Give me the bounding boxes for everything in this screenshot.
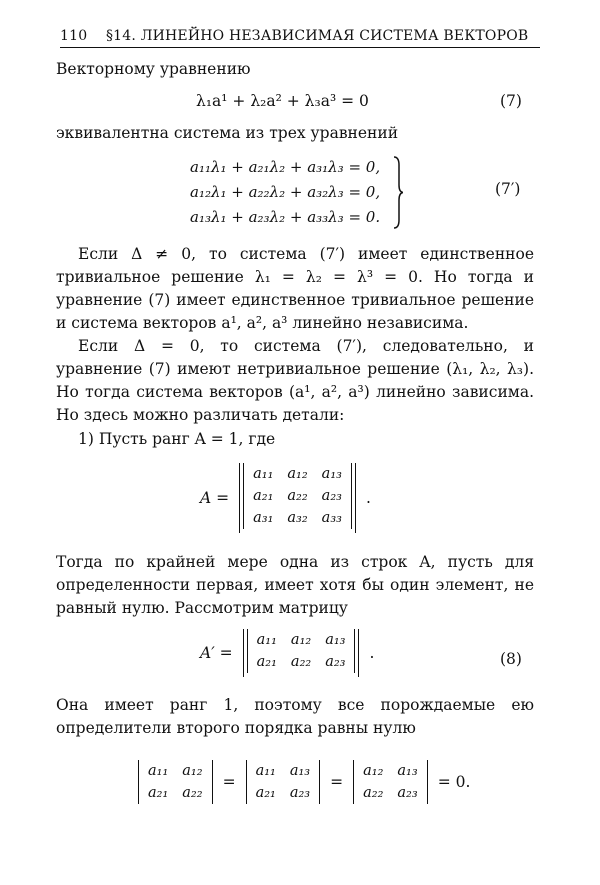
determinant-3 xyxy=(353,760,428,804)
matrix-cell: a₂₃ xyxy=(325,654,346,670)
matrix-row xyxy=(249,782,318,804)
matrix-cell: a₂₂ xyxy=(290,654,312,670)
matrix-row xyxy=(141,782,210,804)
matrix-cell: a₂₁ xyxy=(255,785,276,801)
matrix-row xyxy=(249,760,318,782)
matrix-A-outer-bars xyxy=(239,463,356,533)
matrix-row xyxy=(141,760,210,782)
matrix-row xyxy=(246,507,349,529)
matrix-cell: a₁₁ xyxy=(253,466,274,482)
paragraph-3: Если Δ ≠ 0, то система (7′) имеет единственное тривиальное решение λ₁ = λ₂ = λ³ = 0. Но тогда и уравнение (7) имеет единственное тривиальное решение и система векторов a¹, a², a³ линейно независима. xyxy=(56,245,534,332)
determinant-table xyxy=(141,760,210,804)
system-row: a₁₂λ₁ + a₂₂λ₂ + a₃₂λ₃ = 0, xyxy=(190,183,381,201)
determinant-table xyxy=(356,760,425,804)
matrix-A-prime-block xyxy=(200,629,374,677)
matrix-cell: a₁₁ xyxy=(148,763,169,779)
determinant-table xyxy=(249,760,318,804)
equation-7: λ₁a¹ + λ₂a² + λ₃a³ = 0 xyxy=(196,92,369,110)
matrix-cell: a₂₁ xyxy=(256,654,277,670)
equation-system xyxy=(190,155,380,230)
matrix-A xyxy=(246,463,349,529)
paragraph-7: Она имеет ранг 1, поэтому все порождаемые ею определители второго порядка равны нулю xyxy=(56,696,534,737)
matrix-cell: a₂₃ xyxy=(397,785,418,801)
page-number: 110 xyxy=(60,28,88,44)
matrix-cell: a₂₃ xyxy=(289,785,311,801)
matrix-cell: a₁₂ xyxy=(182,763,203,779)
equals-sign: = xyxy=(330,773,344,791)
equation-7-prime-number: (7′) xyxy=(495,180,521,198)
right-brace xyxy=(393,155,403,230)
paragraph-5: 1) Пусть ранг A = 1, где xyxy=(78,430,276,448)
matrix-A-tail: . xyxy=(365,489,371,507)
matrix-cell: a₂₂ xyxy=(287,488,308,504)
equation-8-number: (8) xyxy=(500,650,522,668)
matrix-cell: a₁₂ xyxy=(363,763,384,779)
matrix-A-prime-outer-bars xyxy=(243,629,360,677)
matrix-cell: a₂₂ xyxy=(363,785,384,801)
determinant-1 xyxy=(138,760,213,804)
paragraph-1: Векторному уравнению xyxy=(56,60,251,78)
matrix-cell: a₃₁ xyxy=(253,510,274,526)
matrix-row xyxy=(246,485,349,507)
matrix-row xyxy=(250,629,353,651)
equation-7-number: (7) xyxy=(500,92,522,110)
matrix-row xyxy=(356,782,425,804)
matrix-A-prime-tail: . xyxy=(369,644,375,662)
matrix-cell: a₁₃ xyxy=(325,632,346,648)
matrix-row xyxy=(250,651,353,673)
system-row: a₁₃λ₁ + a₂₃λ₂ + a₃₃λ₃ = 0. xyxy=(190,208,381,226)
matrix-A-prime-inner-bars xyxy=(247,629,356,673)
matrix-row xyxy=(246,463,349,485)
paragraph-4: Если Δ = 0, то система (7′), следовательно, и уравнение (7) имеют нетривиальное решение (λ₁, λ₂, λ₃). Но тогда система векторов (a¹, a², a³) линейно зависима. Но здесь можно различать детали: xyxy=(56,337,534,424)
paragraph-2: эквивалентна система из трех уравнений xyxy=(56,124,399,142)
matrix-cell: a₂₁ xyxy=(253,488,274,504)
matrix-cell: a₁₂ xyxy=(290,632,312,648)
equals-sign: = xyxy=(222,773,236,791)
section-title: §14. ЛИНЕЙНО НЕЗАВИСИМАЯ СИСТЕМА ВЕКТОРОВ xyxy=(105,28,529,44)
matrix-cell: a₂₁ xyxy=(148,785,169,801)
matrix-cell: a₁₃ xyxy=(321,466,342,482)
matrix-cell: a₁₃ xyxy=(397,763,418,779)
matrix-cell: a₂₂ xyxy=(182,785,203,801)
matrix-cell: a₁₁ xyxy=(256,632,277,648)
matrix-cell: a₁₂ xyxy=(287,466,308,482)
determinant-2 xyxy=(246,760,321,804)
matrix-cell: a₂₃ xyxy=(321,488,342,504)
running-header xyxy=(60,28,540,48)
matrix-A-prime xyxy=(250,629,353,673)
matrix-cell: a₁₃ xyxy=(289,763,311,779)
equals-zero: = 0. xyxy=(437,773,471,791)
matrix-cell: a₁₁ xyxy=(255,763,276,779)
determinants-equation xyxy=(138,760,470,804)
system-row: a₁₁λ₁ + a₂₁λ₂ + a₃₁λ₃ = 0, xyxy=(190,158,381,176)
matrix-A-block xyxy=(200,463,371,533)
matrix-cell: a₃₂ xyxy=(287,510,308,526)
matrix-A-label: A = xyxy=(200,489,230,507)
paragraph-6: Тогда по крайней мере одна из строк A, пусть для определенности первая, имеет хотя бы один элемент, не равный нулю. Рассмотрим матрицу xyxy=(56,553,534,617)
matrix-row xyxy=(356,760,425,782)
matrix-A-prime-label: A′ = xyxy=(200,644,233,662)
matrix-A-inner-bars xyxy=(243,463,352,529)
matrix-cell: a₃₃ xyxy=(321,510,342,526)
